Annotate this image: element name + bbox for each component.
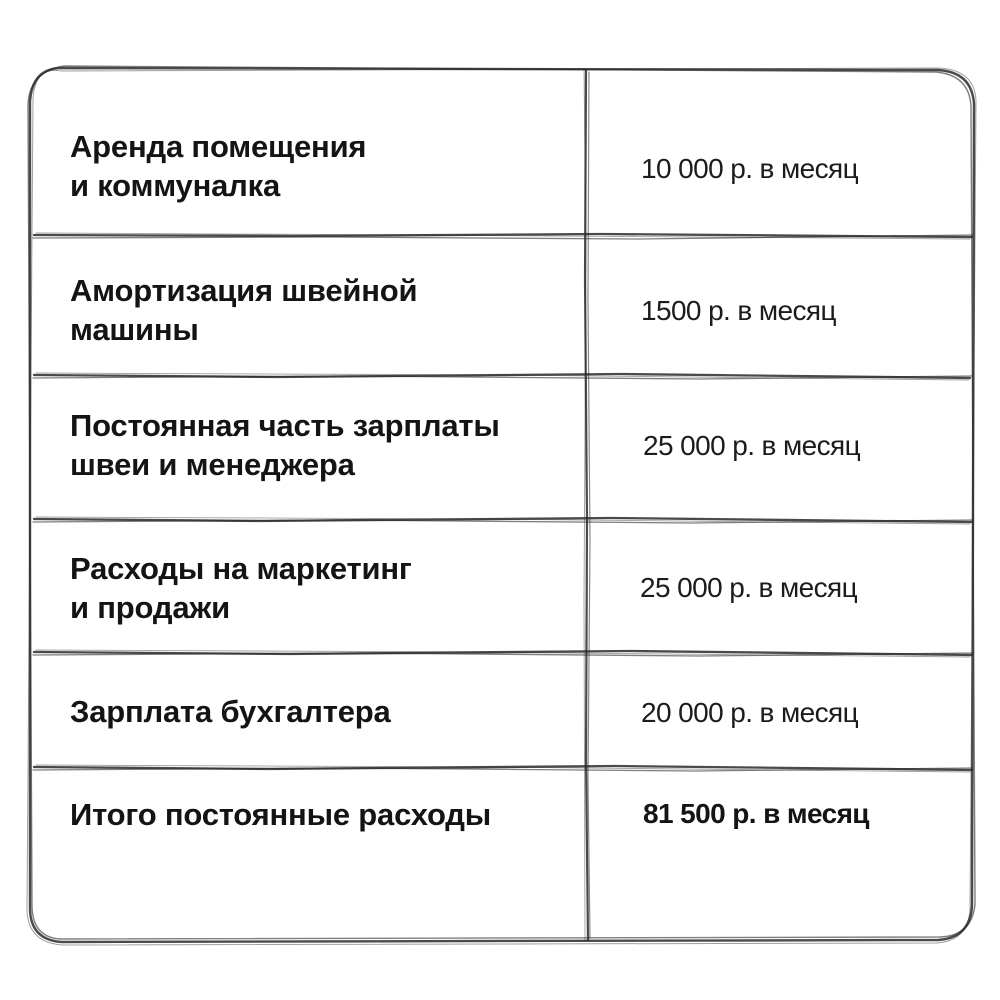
row-divider — [33, 650, 973, 657]
row-divider — [33, 373, 972, 380]
row-label-line: Зарплата бухгалтера — [70, 694, 391, 729]
row-label-salary-fixed — [70, 406, 550, 484]
row-value-depreciation: 1500 р. в месяц — [641, 295, 836, 326]
column-divider — [585, 70, 588, 940]
row-value-marketing: 25 000 р. в месяц — [640, 572, 858, 603]
row-label-marketing — [70, 549, 550, 627]
row-label-line: Итого постоянные расходы — [70, 797, 492, 832]
row-label-depreciation — [70, 271, 550, 349]
row-label-line: Постоянная часть зарплаты — [70, 408, 500, 443]
row-label-line: и коммуналка — [70, 168, 281, 203]
row-value-rent: 10 000 р. в месяц — [641, 153, 859, 184]
row-value-accountant: 20 000 р. в месяц — [641, 697, 859, 728]
row-label-total — [70, 795, 550, 834]
row-label-accountant — [70, 692, 550, 731]
row-label-line: швеи и менеджера — [70, 447, 355, 482]
row-label-line: машины — [70, 312, 199, 347]
row-label-rent — [70, 127, 550, 205]
row-divider — [33, 765, 973, 772]
row-label-line: и продажи — [70, 590, 231, 625]
row-value-salary-fixed: 25 000 р. в месяц — [643, 430, 861, 461]
row-label-line: Амортизация швейной — [70, 273, 418, 308]
row-value-total: 81 500 р. в месяц — [643, 798, 869, 829]
row-label-line: Аренда помещения — [70, 129, 367, 164]
row-divider — [33, 233, 973, 239]
row-divider — [33, 517, 973, 524]
row-label-line: Расходы на маркетинг — [70, 551, 412, 586]
